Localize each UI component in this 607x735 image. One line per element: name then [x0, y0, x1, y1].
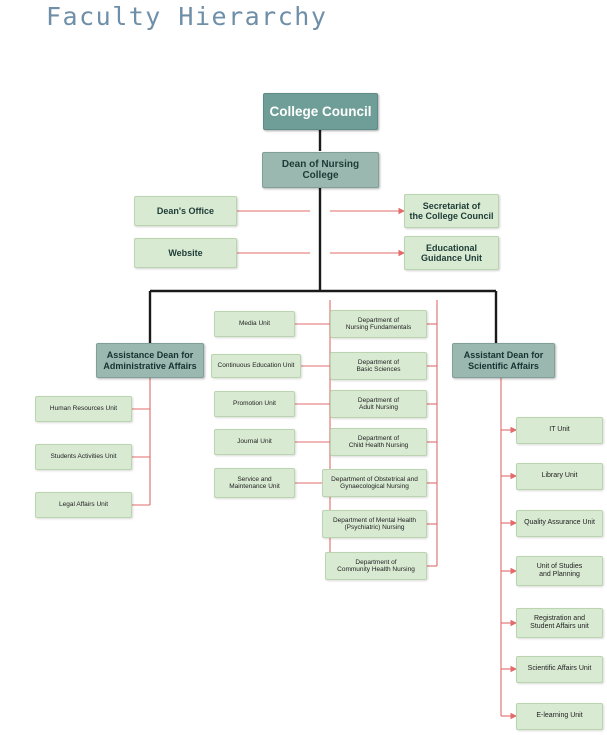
node-label-line1: Department of: [357, 396, 400, 404]
node-label-line1: Educational: [425, 242, 477, 253]
node-label-line2: Student Affairs unit: [530, 623, 589, 630]
node-legal-affairs-unit[interactable]: [35, 492, 132, 518]
node-label-line1: Service and: [237, 475, 272, 483]
node-label-line2: Scientific Affairs: [468, 360, 539, 371]
node-label-line2: Maintenance Unit: [229, 483, 280, 490]
node-label-line2: the College Council: [409, 211, 494, 221]
node-department-adult-nursing[interactable]: [330, 390, 427, 418]
node-department-basic-sciences[interactable]: [330, 352, 427, 380]
node-label: Media Unit: [238, 320, 271, 328]
node-website[interactable]: [134, 238, 237, 268]
node-e-learning-unit[interactable]: [516, 703, 603, 730]
node-label-line2: (Psychiatric) Nursing: [344, 524, 405, 531]
page-title: Faculty Hierarchy: [46, 2, 328, 31]
node-educational-guidance-unit[interactable]: [404, 236, 499, 270]
node-label: Journal Unit: [237, 438, 272, 446]
node-college-council[interactable]: [263, 93, 378, 130]
node-registration-and-student-affairs-unit[interactable]: [516, 608, 603, 638]
node-label-line1: Department of: [357, 316, 400, 324]
node-label: IT Unit: [549, 426, 570, 434]
node-label-line1: Department of Obstetrical and: [331, 475, 418, 483]
node-label: Quality Assurance Unit: [524, 519, 595, 527]
node-label-line2: Child Health Nursing: [348, 442, 409, 449]
node-scientific-affairs-unit[interactable]: [516, 656, 603, 683]
node-department-child-health-nursing[interactable]: [330, 428, 427, 456]
node-dean-of-nursing-college[interactable]: [262, 152, 379, 188]
node-label-line2: Gynaecological Nursing: [340, 483, 409, 490]
node-label-line1: Secretariat of: [422, 200, 481, 211]
node-promotion-unit[interactable]: [214, 391, 295, 417]
node-label-line2: Basic Sciences: [356, 366, 401, 373]
node-label-line2: Nursing Fundamentals: [345, 324, 412, 331]
node-secretariat-of-the-college-council[interactable]: [404, 194, 499, 228]
node-label: Dean's Office: [156, 205, 215, 216]
node-media-unit[interactable]: [214, 311, 295, 337]
node-label-line1: Registration and: [534, 614, 585, 622]
node-department-mental-health-psychiatric-nursing[interactable]: [322, 510, 427, 538]
node-quality-assurance-unit[interactable]: [516, 510, 603, 537]
node-deans-office[interactable]: [134, 196, 237, 226]
node-label-line1: Department of Mental Health: [332, 516, 417, 524]
node-label-line1: Unit of Studies: [536, 562, 583, 570]
node-assistant-dean-scientific-affairs[interactable]: [452, 343, 555, 378]
node-label: Website: [168, 247, 203, 258]
node-journal-unit[interactable]: [214, 429, 295, 455]
node-label: E-learning Unit: [536, 712, 583, 720]
node-label-line2: Guidance Unit: [420, 253, 482, 263]
node-continuous-education-unit[interactable]: [211, 354, 301, 378]
node-department-community-health-nursing[interactable]: [325, 552, 427, 580]
node-label: Promotion Unit: [233, 400, 276, 408]
node-students-activities-unit[interactable]: [35, 444, 132, 470]
node-library-unit[interactable]: [516, 463, 603, 490]
node-label-line1: Department of: [357, 434, 400, 442]
node-department-obstetrical-gynaecological-nursing[interactable]: [322, 469, 427, 497]
node-label: Students Activities Unit: [50, 453, 117, 461]
node-assistance-dean-administrative-affairs[interactable]: [96, 343, 204, 378]
node-department-nursing-fundamentals[interactable]: [330, 310, 427, 338]
node-unit-of-studies-and-planning[interactable]: [516, 556, 603, 586]
node-label: Human Resources Unit: [49, 405, 118, 413]
node-label: Scientific Affairs Unit: [527, 665, 592, 673]
node-label: Library Unit: [541, 472, 578, 480]
node-label-line1: Department of: [355, 558, 397, 566]
node-label-line1: Department of: [357, 358, 400, 366]
node-label: Dean of Nursing College: [281, 158, 360, 181]
node-label: Legal Affairs Unit: [58, 501, 109, 509]
node-human-resources-unit[interactable]: [35, 396, 132, 422]
node-label-line1: Assistance Dean for: [106, 350, 194, 361]
node-label: College Council: [269, 103, 372, 119]
node-label-line2: Adult Nursing: [358, 404, 399, 411]
node-label-line2: and Planning: [539, 571, 580, 578]
node-label-line2: Community Health Nursing: [337, 566, 415, 573]
node-label: Continuous Education Unit: [217, 362, 295, 370]
node-label-line2: Administrative Affairs: [103, 360, 197, 371]
node-it-unit[interactable]: [516, 417, 603, 444]
node-label-line1: Assistant Dean for: [463, 350, 544, 361]
node-service-and-maintenance-unit[interactable]: [214, 468, 295, 498]
